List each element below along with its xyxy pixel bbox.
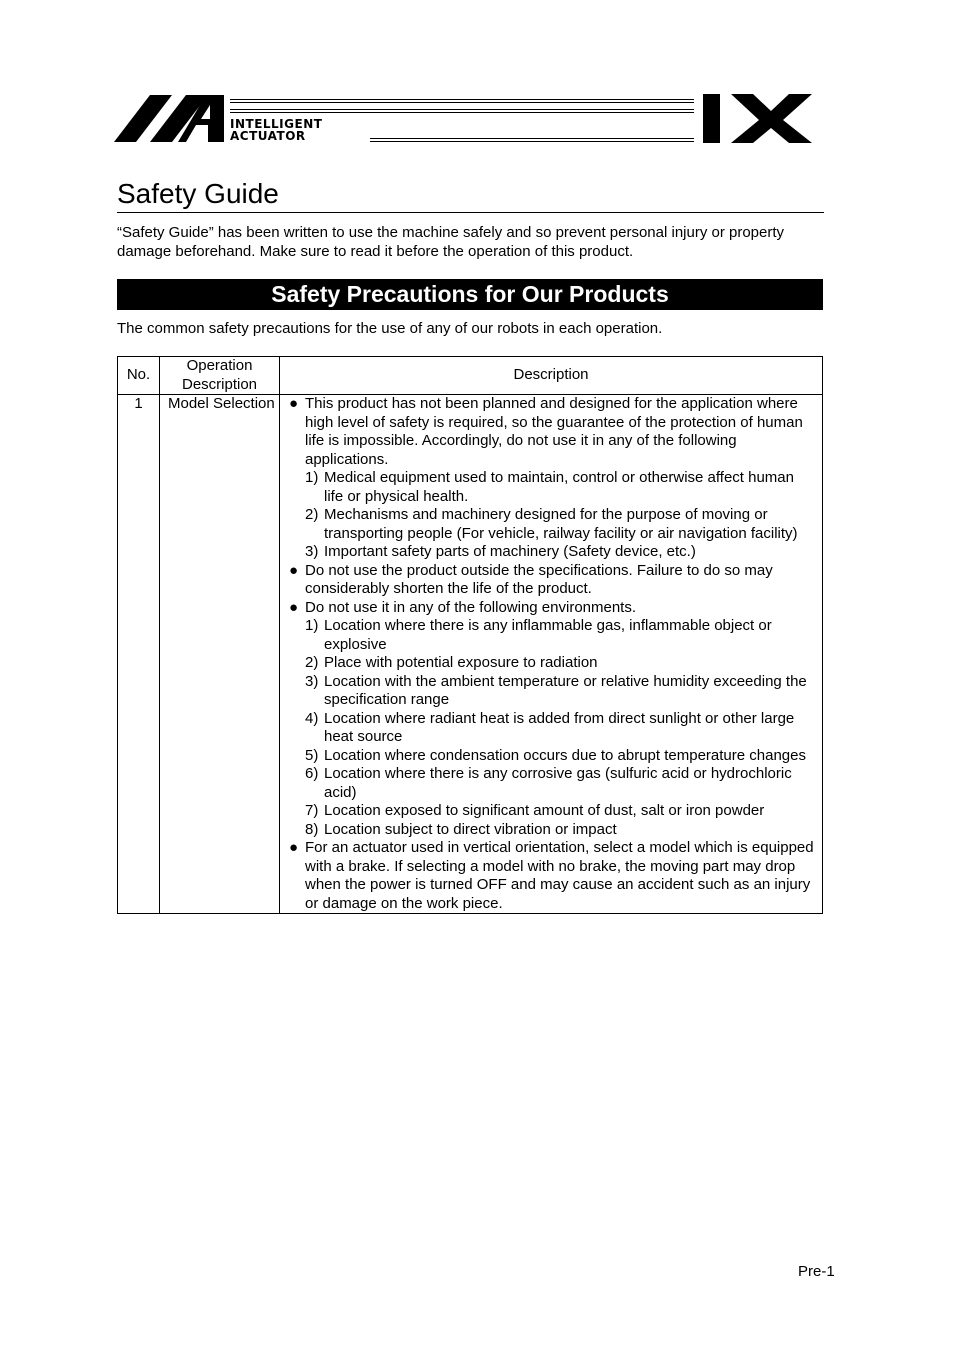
sub-item-number: 5): [305, 746, 319, 764]
common-precautions-text: The common safety precautions for the use of any of our robots in each operation.: [117, 320, 663, 337]
sub-item: [289, 469, 816, 506]
bullet-item: [289, 839, 816, 913]
sub-item-text: Location where radiant heat is added from direct sunlight or other large heat source: [324, 709, 795, 745]
bullet-icon: ●: [289, 839, 299, 856]
bullet-item: [289, 562, 816, 599]
intro-paragraph: “Safety Guide” has been written to use the machine safely and so prevent personal injury or property damage beforehand. Make sure to read it before the operation of this product.: [117, 224, 785, 260]
sub-item-number: 7): [305, 802, 319, 819]
sub-item-text: Important safety parts of machinery (Safety device, etc.): [324, 543, 696, 560]
sub-item-text: Location where condensation occurs due to abrupt temperature changes: [324, 746, 806, 764]
sub-item-text: Location exposed to significant amount of dust, salt or iron powder: [324, 802, 765, 819]
sub-item: [289, 617, 816, 654]
sub-item-number: 2): [305, 506, 319, 523]
bullet-text: For an actuator used in vertical orientation, select a model which is equipped with a brake. If selecting a model with no brake, the moving part may drop when the power is turned OFF and may cause an accident such as an injury or damage on the work piece.: [305, 839, 814, 912]
page-number: Pre-1: [798, 1263, 835, 1280]
sub-item-text: Medical equipment used to maintain, control or otherwise affect human life or physical health.: [324, 469, 794, 505]
sub-item-number: 1): [305, 469, 319, 486]
bullet-icon: ●: [289, 561, 299, 579]
brand-line-2: ACTUATOR: [230, 129, 306, 143]
bullet-text: This product has not been planned and designed for the application where high level of safety is required, so the guarantee of the protection of human life is impossible. Accordingly, do not use it in any of the following applications.: [305, 395, 803, 468]
row-description: [280, 395, 823, 914]
section-heading: Safety Precautions for Our Products: [117, 279, 823, 310]
sub-item-text: Location with the ambient temperature or relative humidity exceeding the specification range: [324, 672, 807, 708]
sub-item-number: 8): [305, 820, 319, 838]
row-number: 1: [118, 395, 160, 914]
sub-item: [289, 821, 816, 840]
header-rule-top: [230, 99, 694, 103]
sub-item: [289, 802, 816, 821]
sub-item: [289, 543, 816, 562]
sub-item-number: 3): [305, 543, 319, 560]
safety-table: [117, 356, 823, 914]
bullet-item: [289, 395, 816, 469]
page-title: Safety Guide: [117, 178, 279, 209]
sub-item-number: 3): [305, 672, 319, 690]
sub-item-number: 2): [305, 654, 319, 671]
bullet-text: Do not use the product outside the specifications. Failure to do so may considerably shorten the life of the product.: [305, 561, 773, 597]
bullet-item: [289, 599, 816, 618]
title-divider: [117, 212, 824, 213]
sub-item: [289, 673, 816, 710]
sub-item-text: Location where there is any corrosive gas (sulfuric acid or hydrochloric acid): [324, 765, 792, 801]
brand-name: [230, 118, 322, 142]
sub-item: [289, 506, 816, 543]
sub-item-number: 4): [305, 709, 319, 727]
sub-item: [289, 710, 816, 747]
sub-item: [289, 765, 816, 802]
bullet-icon: ●: [289, 598, 299, 616]
header-operation: Operation Description: [160, 357, 280, 395]
table-header-row: [118, 357, 823, 395]
ia-logo-icon: [112, 93, 230, 145]
sub-item: [289, 654, 816, 673]
header-rule-mid: [230, 109, 694, 113]
sub-item: [289, 747, 816, 766]
row-operation: Model Selection: [160, 395, 280, 914]
sub-item-text: Mechanisms and machinery designed for the purpose of moving or transporting people (For vehicle, railway facility or air navigation facility): [324, 506, 798, 542]
header-rule-bottom: [370, 138, 694, 142]
sub-item-number: 6): [305, 765, 319, 782]
sub-item-number: 1): [305, 617, 319, 634]
sub-item-text: Place with potential exposure to radiation: [324, 654, 598, 671]
bullet-text: Do not use it in any of the following environments.: [305, 598, 637, 616]
table-row: [118, 395, 823, 914]
brand-line-1: INTELLIGENT: [230, 117, 323, 131]
bullet-icon: ●: [289, 395, 299, 412]
page-header: [112, 93, 814, 147]
sub-item-text: Location where there is any inflammable gas, inflammable object or explosive: [324, 617, 772, 653]
sub-item-text: Location subject to direct vibration or impact: [324, 820, 617, 838]
ix-logo-icon: [703, 94, 815, 144]
header-description: Description: [280, 357, 823, 395]
header-no: No.: [118, 357, 160, 395]
